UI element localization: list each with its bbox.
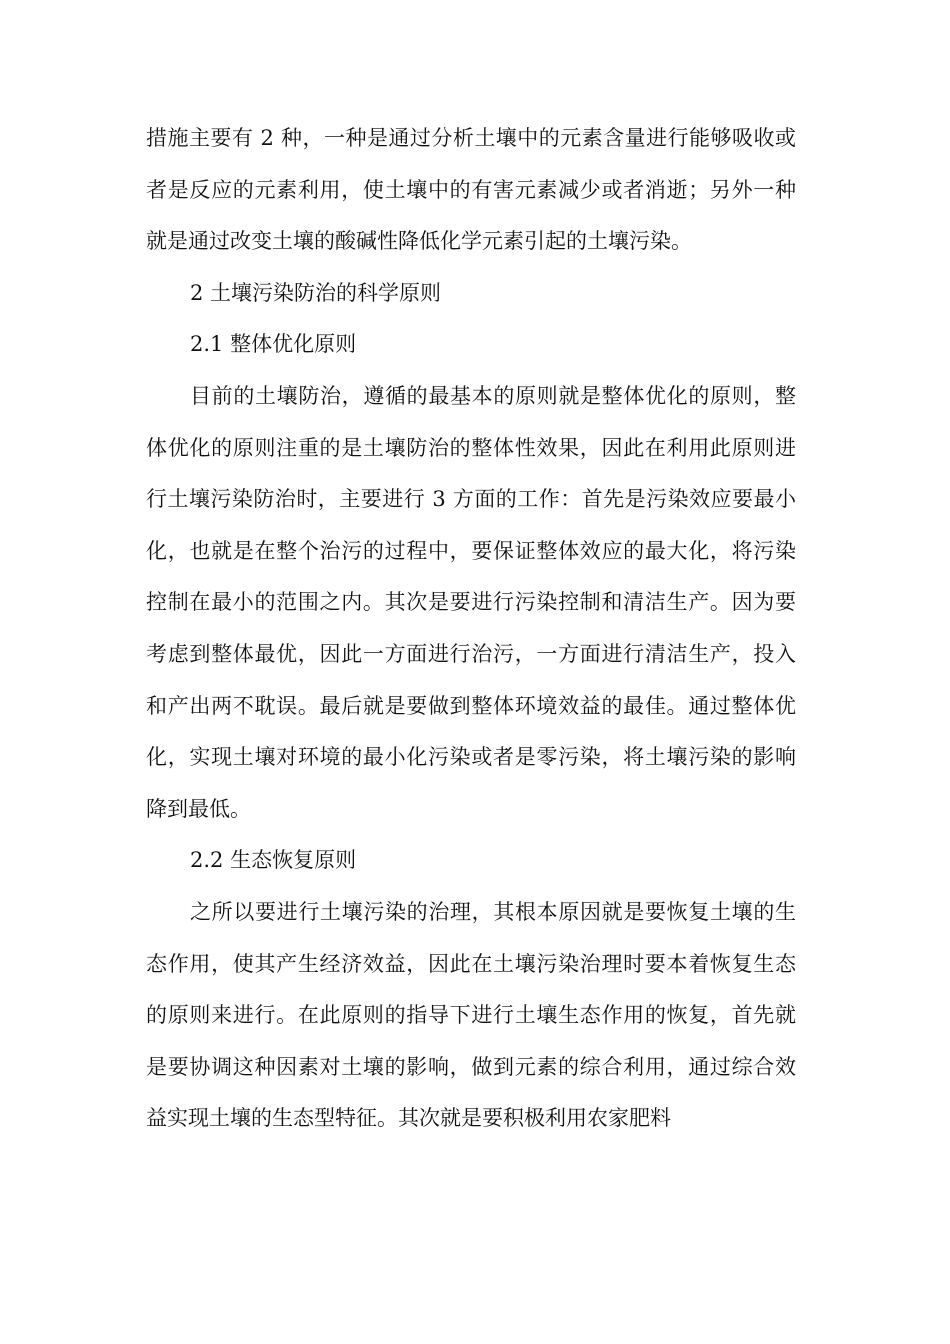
subsection-heading-ecological-restoration: 2.2 生态恢复原则 xyxy=(190,848,357,873)
paragraph-overall-optimization: 目前的土壤防治，遵循的最基本的原则就是整体优化的原则，整体优化的原则注重的是土壤防治的整体性效果，因此在利用此原则进行土壤污染防治时，主要进行 3 方面的工作：首先是污染效应要最小化，也就是在整个治污的过程中，要保证整体效应的最大化，将污染控制在最小的范围之内。其次是要进行污染控制和清洁生产。因为要考虑到整体最优，因此一方面进行治污，一方面进行清洁生产，投入和产出两不耽误。最后就是要做到整体环境效益的最佳。通过整体优化，实现土壤对环境的最小化污染或者是零污染，将土壤污染的影响降到最低。 xyxy=(146,383,796,821)
document-body xyxy=(146,113,796,1145)
paragraph-ecological-restoration: 之所以要进行土壤污染的治理，其根本原因就是要恢复土壤的生态作用，使其产生经济效益，因此在土壤污染治理时要本着恢复生态的原则来进行。在此原则的指导下进行土壤生态作用的恢复，首先就是要协调这种因素对土壤的影响，做到元素的综合利用，通过综合效益实现土壤的生态型特征。其次就是要积极利用农家肥料 xyxy=(146,899,796,1131)
paragraph-remediation-measures: 措施主要有 2 种，一种是通过分析土壤中的元素含量进行能够吸收或者是反应的元素利用，使土壤中的有害元素减少或者消逝；另外一种就是通过改变土壤的酸碱性降低化学元素引起的土壤污染。 xyxy=(146,126,796,254)
subsection-heading-overall-optimization: 2.1 整体优化原则 xyxy=(190,332,357,357)
section-heading-principles: 2 土壤污染防治的科学原则 xyxy=(190,280,442,305)
